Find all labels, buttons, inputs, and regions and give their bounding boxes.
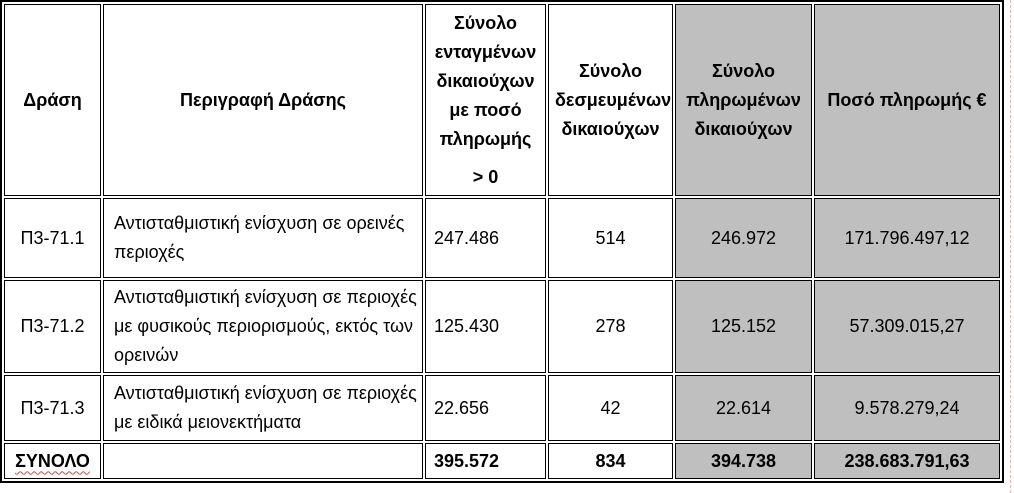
- cell-paid: 246.972: [675, 198, 812, 278]
- cell-description: Αντισταθμιστική ενίσχυση σε ορεινές περιοχές: [103, 198, 423, 278]
- cell-enrolled: 125.430: [425, 280, 546, 373]
- cell-paid: 22.614: [675, 375, 812, 441]
- col-header-action: Δράση: [4, 4, 101, 196]
- cell-enrolled: 22.656: [425, 375, 546, 441]
- cell-action-code: Π3-71.3: [4, 375, 101, 441]
- total-label-cell: [4, 443, 101, 479]
- table-row: [4, 375, 1000, 441]
- cell-enrolled: 247.486: [425, 198, 546, 278]
- table-row: [4, 198, 1000, 278]
- total-committed: 834: [548, 443, 673, 479]
- col-header-committed: Σύνολο δεσμευμένων δικαιούχων: [548, 4, 673, 196]
- cell-paid: 125.152: [675, 280, 812, 373]
- cell-committed: 278: [548, 280, 673, 373]
- total-paid: 394.738: [675, 443, 812, 479]
- cell-action-code: Π3-71.2: [4, 280, 101, 373]
- col-header-enrolled-suffix: > 0: [472, 166, 499, 187]
- total-row: [4, 443, 1000, 479]
- col-header-amount: Ποσό πληρωμής €: [814, 4, 1000, 196]
- col-header-enrolled: [425, 4, 546, 196]
- table-row: [4, 280, 1000, 373]
- cell-committed: 42: [548, 375, 673, 441]
- cell-action-code: Π3-71.1: [4, 198, 101, 278]
- cell-amount: 171.796.497,12: [814, 198, 1000, 278]
- total-amount: 238.683.791,63: [814, 443, 1000, 479]
- header-row: [4, 4, 1000, 196]
- col-header-enrolled-text: Σύνολο ενταγμένων δικαιούχων με ποσό πληρωμής: [434, 12, 537, 149]
- page-margin-guide-line: [1010, 0, 1011, 493]
- cell-committed: 514: [548, 198, 673, 278]
- cell-description: Αντισταθμιστική ενίσχυση σε περιοχές με φυσικούς περιορισμούς, εκτός των ορεινών: [103, 280, 423, 373]
- total-description-cell: [103, 443, 423, 479]
- col-header-description: Περιγραφή Δράσης: [103, 4, 423, 196]
- cell-amount: 9.578.279,24: [814, 375, 1000, 441]
- cell-amount: 57.309.015,27: [814, 280, 1000, 373]
- col-header-paid: Σύνολο πληρωμένων δικαιούχων: [675, 4, 812, 196]
- total-label: ΣΥΝΟΛΟ: [15, 450, 90, 471]
- total-enrolled: 395.572: [425, 443, 546, 479]
- cell-description: Αντισταθμιστική ενίσχυση σε περιοχές με ειδικά μειονεκτήματα: [103, 375, 423, 441]
